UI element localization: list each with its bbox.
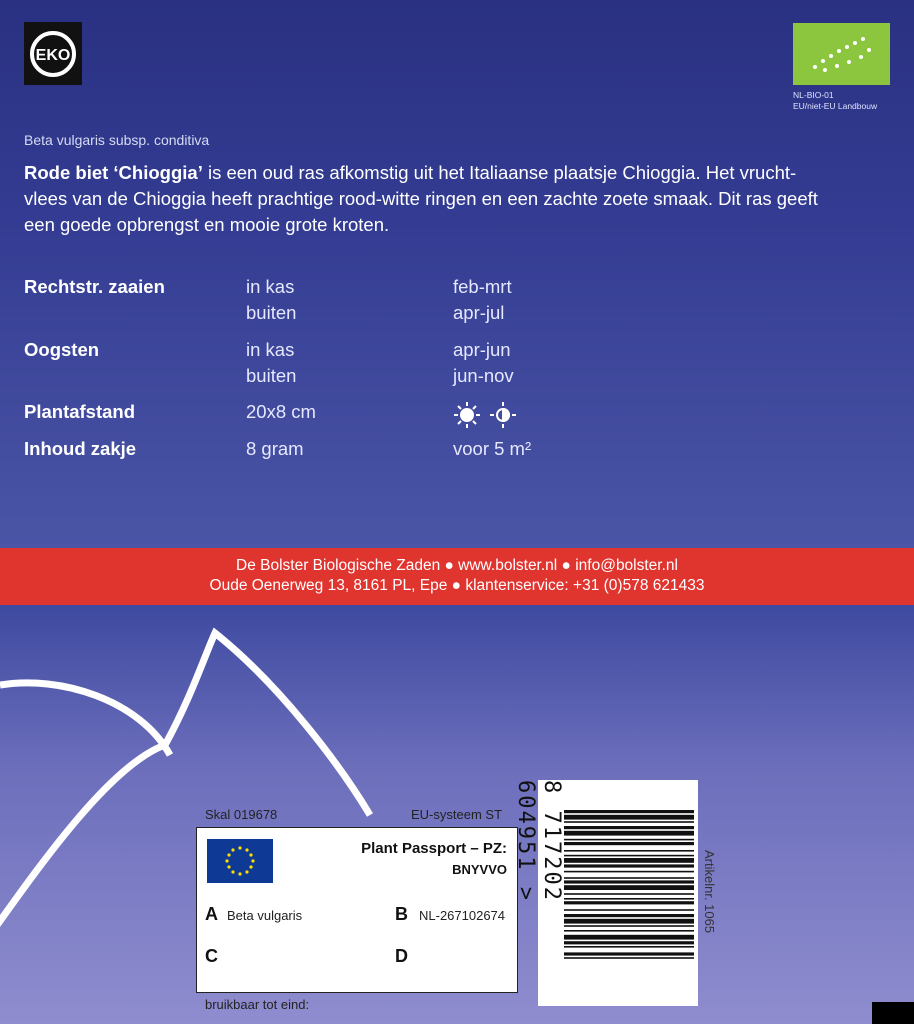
sow-row-2 [24,302,884,328]
passport-b-letter: B [395,904,408,924]
passport-a-value: Beta vulgaris [227,908,303,923]
barcode-bar [564,885,694,890]
spacing-label: Plantafstand [24,401,136,422]
barcode-digits: 8 717202 604951 > [513,780,564,902]
barcode-bar [564,831,694,836]
barcode-bar [564,898,694,900]
spacing-row [24,401,884,427]
harvest-when: apr-jun [453,339,511,360]
eko-logo [24,22,82,85]
article-number: Artikelnr. 1065 [702,850,717,934]
barcode-bar [564,842,694,845]
barcode-bar [564,821,694,823]
barcode-bar [564,935,694,940]
sow-row-1 [24,276,884,302]
barcode-bar [564,815,694,820]
passport-c-letter: C [205,946,218,966]
harvest-row-1 [24,339,884,365]
contact-band [0,548,914,605]
barcode-bar [564,930,694,932]
barcode-bar [564,810,694,813]
barcode-bar [564,925,694,927]
content-area: voor 5 m² [453,438,532,459]
passport-a-letter: A [205,904,218,924]
barcode-bar [564,957,694,959]
barcode-bar [564,941,694,944]
barcode-bar [564,877,694,879]
barcode-bar [564,858,694,863]
sow-where: buiten [246,302,297,323]
spacing-value: 20x8 cm [246,401,316,422]
barcode-bar [564,919,694,924]
harvest-row-2 [24,365,884,391]
variety-name: Rode biet ‘Chioggia’ [24,162,203,183]
barcode-bar [564,839,694,841]
sow-when: apr-jul [453,302,505,323]
harvest-where: buiten [246,365,297,386]
sow-when: feb-mrt [453,276,512,297]
sun-icon [454,402,480,428]
skal-number: Skal 019678 [205,807,278,822]
barcode-bar [564,901,694,904]
barcode-bar [564,850,694,852]
description [24,160,898,238]
barcode-bar [564,946,694,948]
description-line1-rest: is een oud ras afkomstig uit het Italiaanse plaatsje Chioggia. Het vrucht- [202,162,797,183]
sow-where: in kas [246,276,295,297]
content-value: 8 gram [246,438,304,459]
barcode-bar [564,952,694,955]
barcode-bar [564,880,694,883]
corner-block [872,1002,914,1024]
passport-title: Plant Passport – PZ: [361,840,507,857]
harvest-label: Oogsten [24,339,100,360]
sow-label: Rechtstr. zaaien [24,276,165,297]
barcode [513,780,698,1006]
description-line2: vlees van de Chioggia heeft prachtige rood-witte ringen en een zachte zoete smaak. Dit ras geeft [24,188,818,209]
barcode-bar [564,855,694,857]
eu-system: EU-systeem ST [411,807,503,822]
eu-code [793,90,877,112]
half-sun-icon [490,402,516,428]
harvest-when: jun-nov [453,365,514,386]
svg-text:EKO: EKO [35,46,71,64]
plant-passport [196,827,518,993]
harvest-where: in kas [246,339,295,360]
eu-organic-logo [793,23,890,85]
contact-line2: Oude Oenerweg 13, 8161 PL, Epe ● klantenservice: +31 (0)578 621433 [209,577,705,594]
barcode-bar [564,893,694,895]
eu-flag-icon [207,839,273,883]
content-label: Inhoud zakje [24,438,137,459]
eu-code-line2: EU/niet-EU Landbouw [793,101,878,111]
barcode-bar [564,864,694,867]
description-line1 [24,160,898,186]
content-row [24,438,884,464]
passport-d-letter: D [395,946,408,966]
barcode-bar [564,914,694,917]
barcode-bars [564,810,694,996]
passport-code: BNYVVO [452,862,507,877]
best-before: bruikbaar tot eind: [205,997,310,1012]
description-line3: een goede opbrengst en mooie grote kroten. [24,214,390,235]
contact-line1: De Bolster Biologische Zaden ● www.bolster.nl ● info@bolster.nl [236,557,678,574]
eu-code-line1: NL-BIO-01 [793,90,834,100]
latin-name: Beta vulgaris subsp. conditiva [24,132,210,148]
barcode-bar [564,909,694,911]
barcode-bar [564,826,694,829]
passport-b-value: NL-267102674 [419,908,506,923]
barcode-bar [564,871,694,873]
sun-icons [453,401,517,434]
